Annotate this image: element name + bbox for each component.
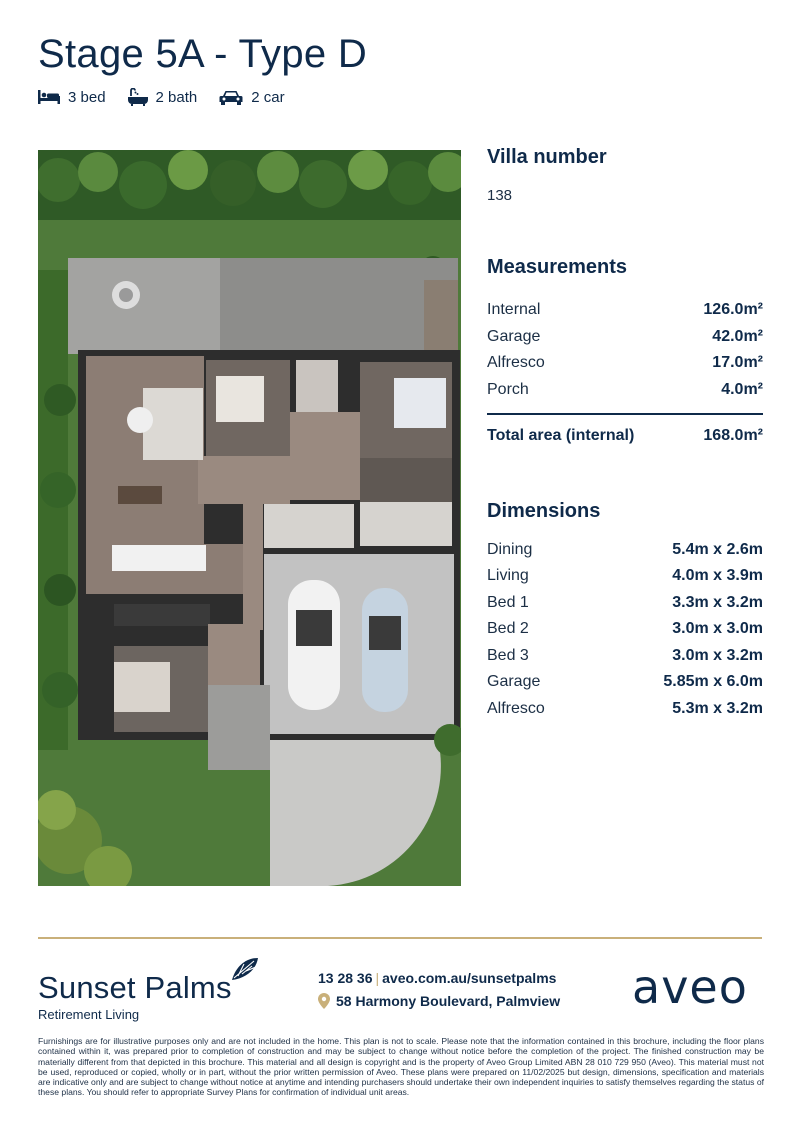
bath-count: 2 bath (155, 88, 198, 106)
dimension-row (487, 669, 763, 696)
disclaimer-text: Furnishings are for illustrative purposes only and are not included in the home. This plan is not to scale. Please note that the information contained in this brochure, including the floor plans contained within it, was prepared prior to completion of construction and may be subject to change without notice before the completion of the project. The finished construction may be materially different from that depicted in this brochure. This material and all design is copyright and is the property of Aveo Group Limited ABN 28 010 729 950 (Aveo). This material must not be used, reproduced or copied, wholly or in part, without the prior written permission of Aveo. These plans were prepared on 11/02/2025 but design, dimensions, specification and materials are indicative only and are subject to change without notice at anytime and intending purchasers should undertake their own independent inquiries to satisfy themselves regarding the status of these plans. You should refer to appropriate Survey Plans for confirmation of individual unit areas. (38, 1036, 764, 1098)
feature-bed (38, 89, 106, 106)
dimension-row (487, 590, 763, 617)
dimension-label: Living (487, 567, 529, 585)
dimension-value: 3.0m x 3.0m (672, 620, 763, 638)
brand-subtitle: Retirement Living (38, 1007, 140, 1022)
dimension-value: 5.4m x 2.6m (672, 540, 763, 558)
car-icon (219, 89, 243, 105)
measurements-list (487, 297, 763, 403)
dimension-row (487, 696, 763, 723)
website-link[interactable]: aveo.com.au/sunsetpalms (382, 970, 557, 986)
floor-plan-image (38, 150, 461, 886)
dimension-label: Bed 1 (487, 593, 529, 611)
dimension-value: 4.0m x 3.9m (672, 567, 763, 585)
phone-number[interactable]: 13 28 36 (318, 970, 373, 986)
dimension-label: Bed 2 (487, 620, 529, 638)
feature-car (219, 89, 284, 106)
total-area-value: 168.0m² (703, 427, 763, 445)
measurement-row (487, 297, 763, 324)
dimension-label: Garage (487, 673, 541, 691)
measurement-value: 126.0m² (703, 301, 763, 319)
total-area-row (487, 423, 763, 450)
car-count: 2 car (251, 88, 285, 106)
dimensions-list (487, 537, 763, 723)
info-panel (487, 146, 763, 722)
dimension-label: Dining (487, 540, 533, 558)
dimension-value: 5.3m x 3.2m (672, 699, 763, 717)
measurement-value: 42.0m² (712, 327, 763, 345)
contact-block (318, 970, 560, 1009)
dimension-row (487, 616, 763, 643)
measurement-label: Porch (487, 380, 529, 398)
aveo-logo: aveo (632, 960, 748, 1014)
total-area-label: Total area (internal) (487, 427, 635, 445)
dimension-value: 3.3m x 3.2m (672, 593, 763, 611)
contact-line (318, 970, 560, 986)
measurement-label: Garage (487, 327, 541, 345)
dimension-row (487, 537, 763, 564)
address: 58 Harmony Boulevard, Palmview (336, 993, 561, 1009)
palm-leaf-icon (230, 956, 260, 982)
dimension-value: 3.0m x 3.2m (672, 646, 763, 664)
measurements-heading: Measurements (487, 256, 628, 278)
villa-number-heading: Villa number (487, 146, 607, 168)
measurement-row (487, 377, 763, 404)
measurement-label: Alfresco (487, 354, 545, 372)
dimension-label: Bed 3 (487, 646, 529, 664)
measurement-value: 4.0m² (721, 380, 763, 398)
separator: | (375, 970, 380, 986)
feature-summary (38, 88, 307, 106)
measurement-value: 17.0m² (712, 354, 763, 372)
bath-icon (128, 88, 148, 106)
location-pin-icon (318, 993, 330, 1009)
dimensions-heading: Dimensions (487, 499, 601, 522)
measurement-row (487, 324, 763, 351)
brand-block (38, 972, 232, 1022)
measurement-row (487, 350, 763, 377)
measurement-label: Internal (487, 301, 541, 319)
page-title: Stage 5A - Type D (38, 32, 368, 76)
villa-number-value: 138 (487, 187, 513, 204)
dimension-row (487, 563, 763, 590)
dimension-value: 5.85m x 6.0m (663, 673, 763, 691)
dimension-label: Alfresco (487, 699, 545, 717)
footer-divider (38, 937, 762, 939)
dimension-row (487, 643, 763, 670)
total-divider (487, 413, 763, 415)
feature-bath (128, 88, 198, 106)
bed-count: 3 bed (68, 88, 106, 106)
address-line (318, 993, 560, 1009)
bed-icon (38, 90, 60, 104)
brand-name: Sunset Palms (38, 970, 232, 1005)
